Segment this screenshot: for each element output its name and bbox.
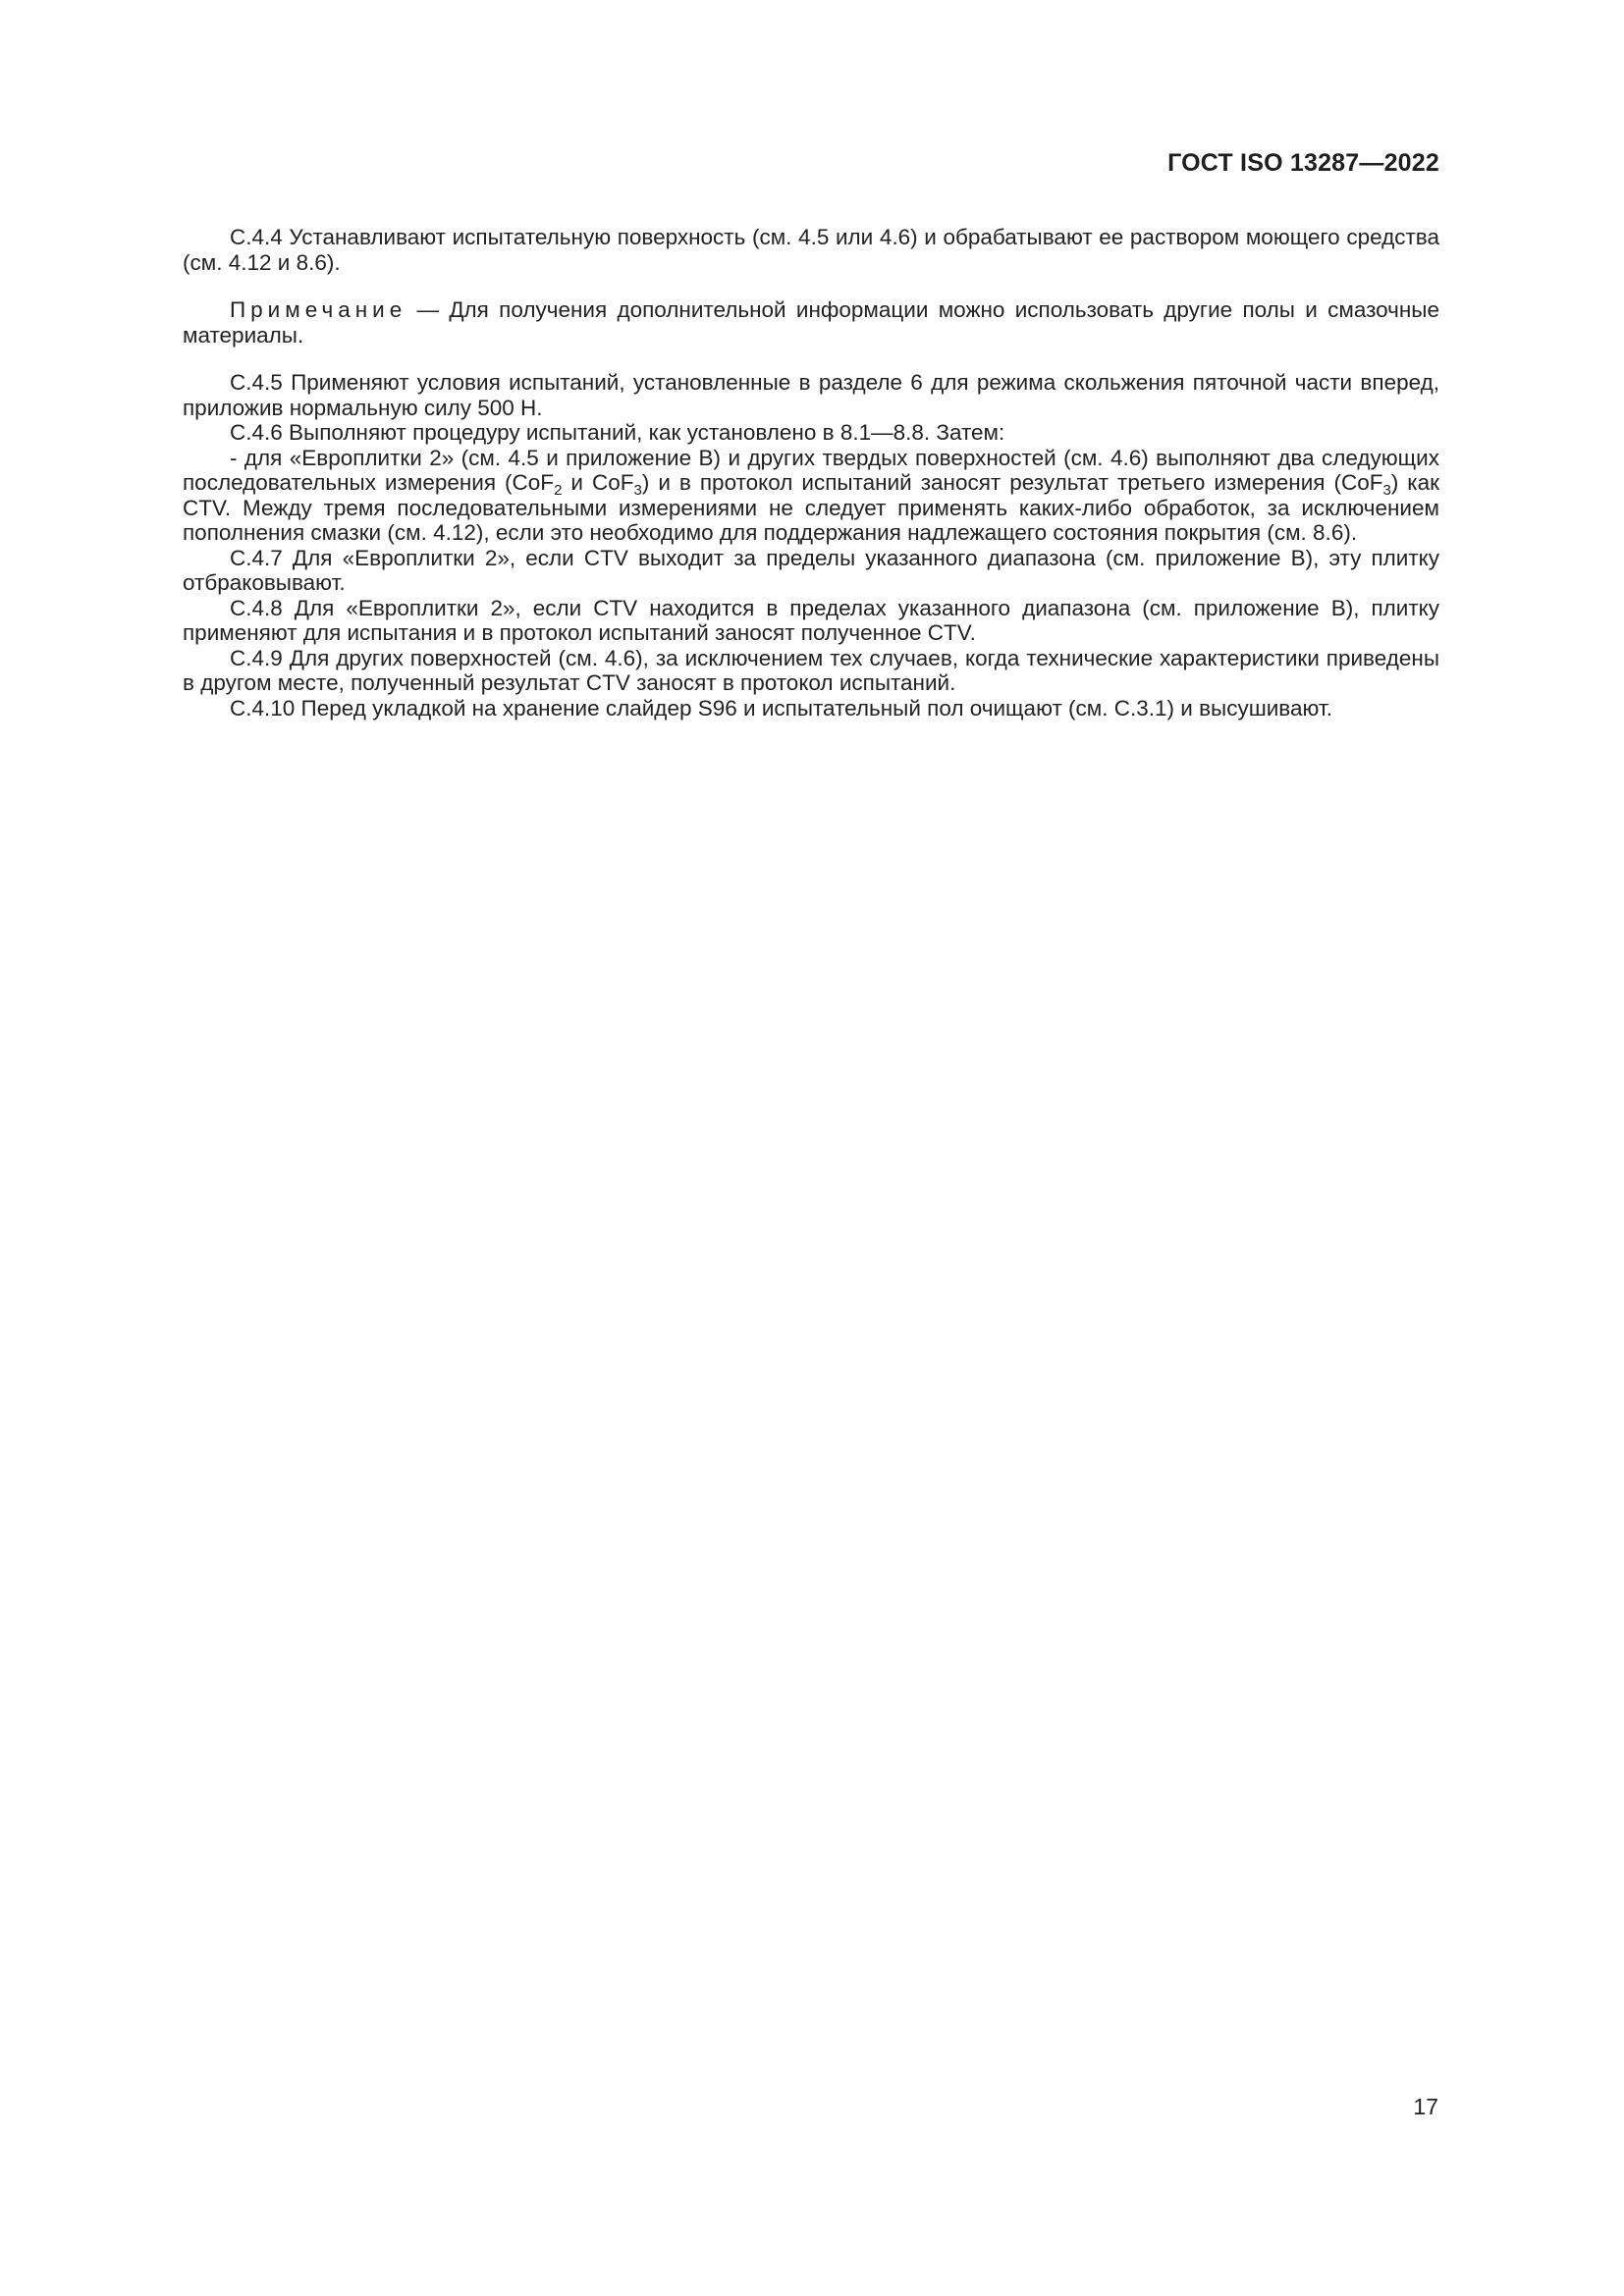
note-label: Примечание — [230, 297, 407, 322]
page-number: 17 — [1413, 2094, 1438, 2119]
note-paragraph — [183, 297, 1439, 347]
clause-c4-9: C.4.9 Для других поверхностей (см. 4.6), за исключением тех случаев, когда технические характеристики приведены в другом месте, полученный результат CTV заносят в протокол испытаний. — [183, 645, 1439, 695]
clause-c4-10: C.4.10 Перед укладкой на хранение слайдер S96 и испытательный пол очищают (см. C.3.1) и высушивают. — [230, 695, 1332, 721]
subscript-3-second: 3 — [1382, 482, 1391, 499]
subscript-2: 2 — [554, 482, 563, 499]
item-text-part-3: ) и в протокол испытаний заносят результат третьего измерения (CoF — [641, 470, 1383, 495]
subscript-3: 3 — [633, 482, 642, 499]
item-text-part-1: - для «Европлитки 2» (см. 4.5 и приложение В) и других твердых поверхностей (см. 4.6) выполняют два следующих последовательных измерения (CoF — [183, 445, 1439, 495]
item-text-part-2: и CoF — [562, 470, 634, 495]
note-text: — Для получения дополнительной информации можно использовать другие полы и смазочные материалы. — [183, 297, 1439, 347]
clause-c4-8: C.4.8 Для «Европлитки 2», если CTV находится в пределах указанного диапазона (см. приложение В), плитку применяют для испытания и в протокол испытаний заносят полученное CTV. — [183, 595, 1439, 645]
document-code-header: ГОСТ ISO 13287—2022 — [1167, 149, 1439, 177]
clause-c4-5: C.4.5 Применяют условия испытаний, установленные в разделе 6 для режима скольжения пяточной части вперед, приложив нормальную силу 500 Н. — [183, 370, 1439, 420]
clause-c4-4: C.4.4 Устанавливают испытательную поверхность (см. 4.5 или 4.6) и обрабатывают ее раствором моющего средства (см. 4.12 и 8.6). — [183, 225, 1439, 275]
clause-c4-7: C.4.7 Для «Европлитки 2», если CTV выходит за пределы указанного диапазона (см. приложение В), эту плитку отбраковывают. — [183, 545, 1439, 595]
item-text-part-4: ) как CTV. Между тремя последовательными измерениями не следует применять каких-либо обработок, за исключением пополнения смазки (см. 4.12), если это необходимо для поддержания надлежащего состояния покрытия (см. 8.6). — [183, 470, 1440, 545]
document-body — [183, 225, 1439, 721]
clause-c4-6-item — [183, 446, 1439, 546]
clause-c4-6: C.4.6 Выполняют процедуру испытаний, как установлено в 8.1—8.8. Затем: — [230, 420, 1005, 445]
